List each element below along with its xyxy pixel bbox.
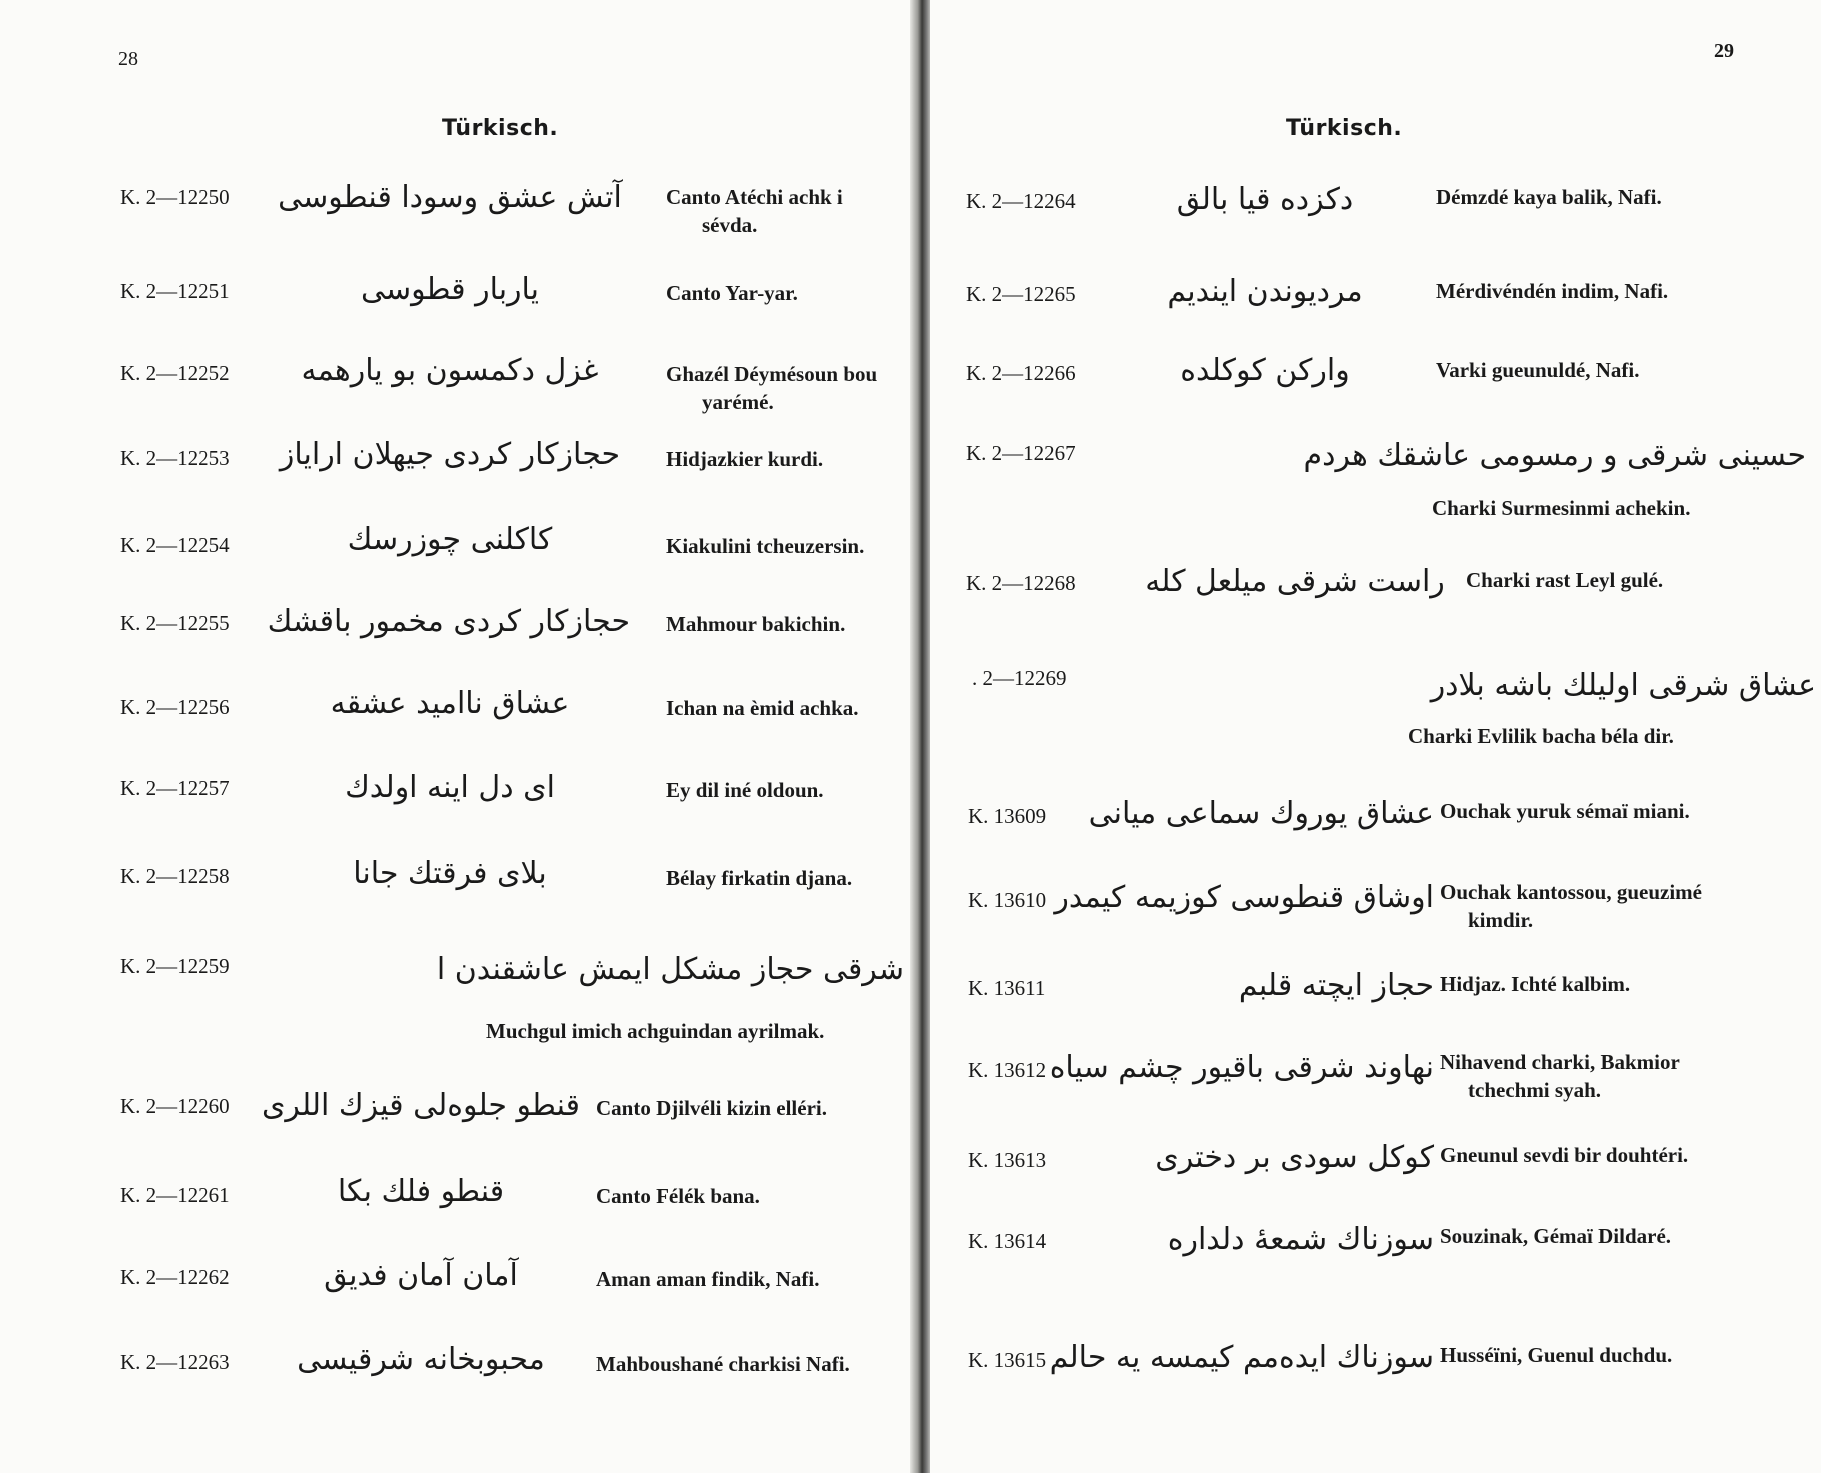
catalog-number: K. 2—12259 — [120, 954, 230, 978]
arabic-title: قنطو فلك بکا — [337, 1174, 505, 1209]
transliterated-title: Canto Yar-yar. — [666, 281, 798, 305]
arabic-title: حسینی شرقی و رمسومی عاشقك هردم — [1303, 438, 1806, 473]
transliterated-title: Démzdé kaya balik, Nafi. — [1436, 185, 1662, 209]
transliterated-title: Canto Félék bana. — [596, 1184, 760, 1208]
page-number: 29 — [1714, 40, 1734, 62]
catalog-number: K. 2—12258 — [120, 864, 230, 888]
transliterated-title: Nihavend charki, Bakmior tchechmi syah. — [1440, 1050, 1680, 1102]
transliterated-title: Mérdivéndén indim, Nafi. — [1436, 279, 1669, 303]
transliterated-title: Canto Djilvéli kizin elléri. — [596, 1096, 827, 1120]
transliterated-title: Mahmour bakichin. — [666, 612, 846, 636]
catalog-number: K. 13614 — [968, 1229, 1047, 1253]
transliterated-title: Souzinak, Gémaï Dildaré. — [1440, 1224, 1672, 1248]
catalog-number: K. 2—12265 — [966, 282, 1076, 306]
catalog-number: K. 2—12267 — [966, 441, 1076, 465]
arabic-title: کاکلنی چوزرسك — [347, 522, 553, 557]
arabic-title: دکزده قیا بالق — [1176, 182, 1354, 217]
arabic-title: کوکل سودی بر دختری — [1155, 1140, 1434, 1175]
transliterated-title: Charki Evlilik bacha béla dir. — [1408, 724, 1674, 748]
transliterated-title: Gneunul sevdi bir douhtéri. — [1440, 1143, 1689, 1167]
arabic-title: حجازکار کردی مخمور باقشك — [267, 604, 630, 639]
transliterated-title: Mahboushané charkisi Nafi. — [596, 1352, 850, 1376]
catalog-number: K. 13611 — [968, 976, 1046, 1000]
arabic-title: حجازکار کردی جیهلان ارایاز — [279, 437, 621, 472]
catalog-number: K. 2—12256 — [120, 695, 230, 719]
catalog-number: K. 2—12257 — [120, 776, 230, 800]
catalog-number: K. 13613 — [968, 1148, 1047, 1172]
page-heading: Türkisch. — [442, 116, 559, 141]
catalog-number: K. 2—12254 — [120, 533, 230, 557]
arabic-title: سوزناك ایدەمم کیمسه یه حالم — [1049, 1340, 1434, 1375]
arabic-title: آتش عشق وسودا قنطوسی — [278, 180, 622, 215]
transliterated-title: Charki Surmesinmi achekin. — [1432, 496, 1691, 520]
arabic-title: محبوبخانه شرقیسی — [297, 1342, 545, 1377]
arabic-title: بلای فرقتك جانا — [353, 856, 547, 891]
page-number: 28 — [118, 48, 138, 70]
catalog-number: K. 2—12250 — [120, 185, 230, 209]
transliterated-title: Hidjazkier kurdi. — [666, 447, 824, 471]
arabic-title: وارکن کوکلده — [1180, 353, 1350, 388]
catalog-number: K. 13615 — [968, 1348, 1047, 1372]
transliterated-title: Ouchak yuruk sémaï miani. — [1440, 799, 1690, 823]
right-page — [930, 0, 1821, 1473]
page-heading: Türkisch. — [1286, 116, 1403, 141]
transliterated-title: Ghazél Déymésoun bou yarémé. — [666, 362, 878, 414]
catalog-number: K. 2—12252 — [120, 361, 230, 385]
arabic-title: شرقی حجاز مشکل ایمش عاشقندن ا — [436, 952, 904, 987]
transliterated-title: Charki rast Leyl gulé. — [1466, 568, 1664, 592]
catalog-number: K. 2—12251 — [120, 279, 230, 303]
transliterated-title: Aman aman findik, Nafi. — [596, 1267, 820, 1291]
transliterated-title: Ichan na èmid achka. — [666, 696, 859, 720]
arabic-title: راست شرقی میلعل کله — [1145, 564, 1445, 599]
transliterated-title: Husséïni, Guenul duchdu. — [1440, 1343, 1673, 1367]
arabic-title: غزل دکمسون بو یارهمه — [301, 353, 599, 388]
arabic-title: اوشاق قنطوسی کوزیمه کیمدر — [1054, 880, 1434, 915]
catalog-number: K. 2—12255 — [120, 611, 230, 635]
catalog-number: K. 13612 — [968, 1058, 1047, 1082]
arabic-title: سوزناك شمعهٔ دلداره — [1167, 1222, 1434, 1257]
arabic-title: آمان آمان فدیق — [324, 1258, 518, 1293]
book-gutter — [910, 0, 932, 1473]
transliterated-title: Bélay firkatin djana. — [666, 866, 853, 890]
catalog-number: K. 2—12264 — [966, 189, 1076, 213]
arabic-title: عشاق ناامید عشقه — [330, 686, 570, 721]
arabic-title: عشاق شرقی اولیلك باشه بلادر — [1430, 668, 1816, 703]
transliterated-title: Varki gueunuldé, Nafi. — [1436, 358, 1640, 382]
arabic-title: عشاق یوروك سماعی میانی — [1088, 796, 1434, 831]
arabic-title: نهاوند شرقی باقیور چشم سیاه — [1049, 1050, 1434, 1085]
transliterated-title: Canto Atéchi achk i sévda. — [666, 185, 843, 237]
catalog-number: K. 2—12266 — [966, 361, 1076, 385]
catalog-number: K. 2—12262 — [120, 1265, 230, 1289]
catalog-number: . 2—12269 — [972, 666, 1067, 690]
arabic-title: حجاز ایچته قلبم — [1238, 968, 1434, 1003]
arabic-title: ای دل اینه اولدك — [345, 770, 555, 805]
transliterated-title: Kiakulini tcheuzersin. — [666, 534, 865, 558]
catalog-number: K. 2—12268 — [966, 571, 1076, 595]
catalog-number: K. 13610 — [968, 888, 1047, 912]
transliterated-title: Ey dil iné oldoun. — [666, 778, 824, 802]
arabic-title: قنطو جلوەلی قیزك اللری — [261, 1088, 580, 1123]
catalog-number: K. 2—12263 — [120, 1350, 230, 1374]
catalog-number: K. 13609 — [968, 804, 1047, 828]
catalog-number: K. 2—12260 — [120, 1094, 230, 1118]
catalog-number: K. 2—12253 — [120, 446, 230, 470]
transliterated-title: Ouchak kantossou, gueuzimé kimdir. — [1440, 880, 1702, 932]
transliterated-title: Muchgul imich achguindan ayrilmak. — [486, 1019, 825, 1043]
transliterated-title: Hidjaz. Ichté kalbim. — [1440, 972, 1631, 996]
arabic-title: مردیوندن ایندیم — [1167, 274, 1363, 309]
arabic-title: یاربار قطوسی — [360, 272, 540, 307]
catalog-number: K. 2—12261 — [120, 1183, 230, 1207]
